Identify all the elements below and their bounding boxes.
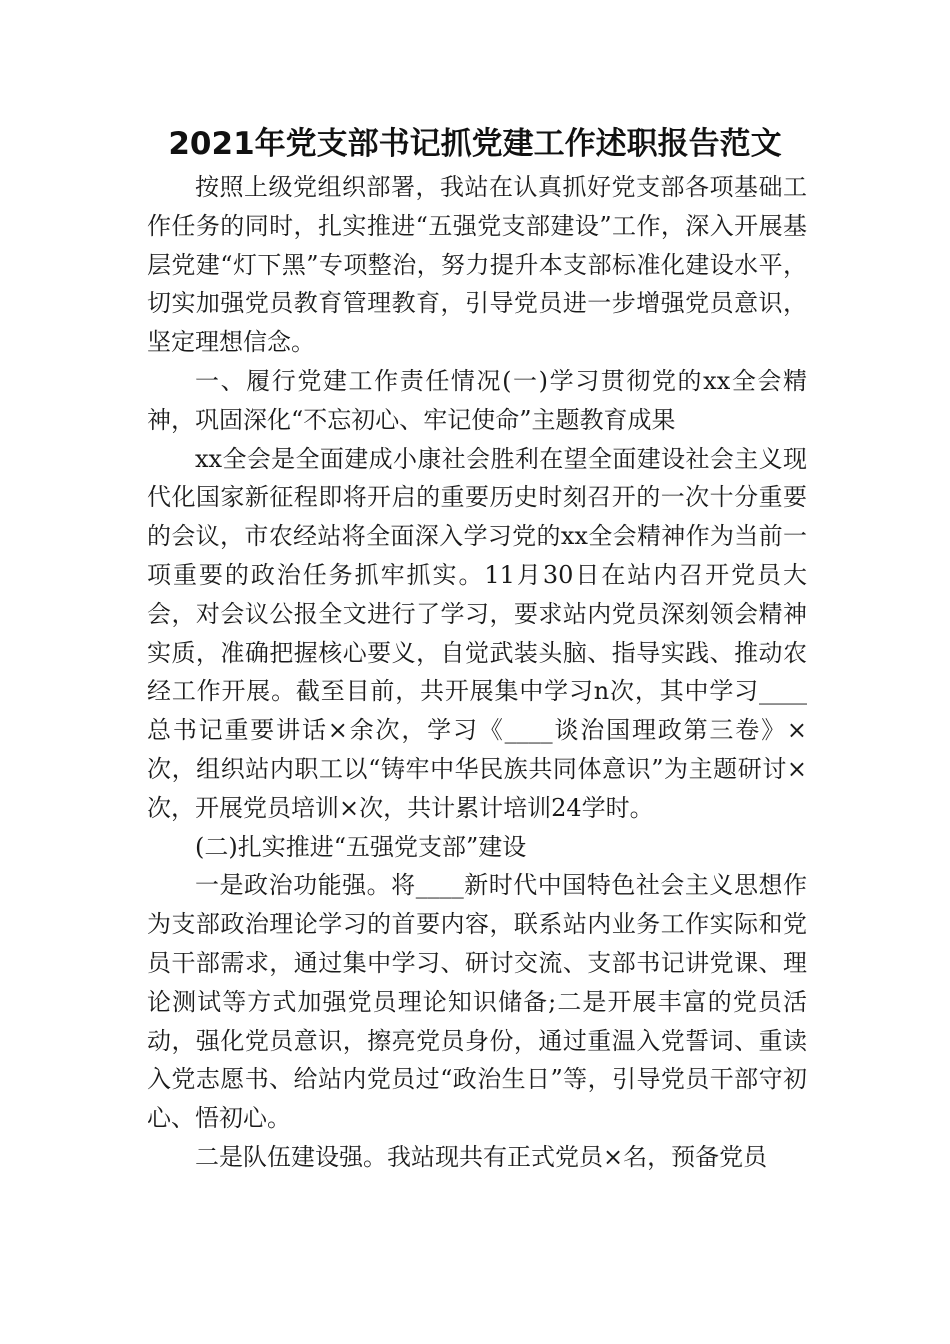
paragraph-subheading: (二)扎实推进“五强党支部”建设	[195, 832, 527, 861]
document-title: 2021年党支部书记抓党建工作述职报告范文	[168, 126, 782, 162]
paragraph-political-function: 一是政治功能强。将____新时代中国特色社会主义思想作为支部政治理论学习的首要内容，联系站内业务工作实际和党员干部需求，通过集中学习、研讨交流、支部书记讲党课、理论测试等方式加强党员理论知识储备;二是开展丰富的党员活动，强化党员意识，擦亮党员身份，通过重温入党誓词、重读入党志愿书、给站内党员过“政治生日”等，引导党员干部守初心、悟初心。	[147, 871, 807, 1133]
document-body	[147, 168, 807, 1177]
paragraph-plenary-study: xx全会是全面建成小康社会胜利在望全面建设社会主义现代化国家新征程即将开启的重要历史时刻召开的一次十分重要的会议，市农经站将全面深入学习党的xx全会精神作为当前一项重要的政治任务抓牢抓实。11月30日在站内召开党员大会，对会议公报全文进行了学习，要求站内党员深刻领会精神实质，准确把握核心要义，自觉武装头脑、指导实践、推动农经工作开展。截至目前，共开展集中学习n次，其中学习____总书记重要讲话×余次，学习《____谈治国理政第三卷》×次，组织站内职工以“铸牢中华民族共同体意识”为主题研讨×次，开展党员培训×次，共计累计培训24学时。	[147, 444, 807, 822]
paragraph-section-heading: 一、履行党建工作责任情况(一)学习贯彻党的xx全会精神，巩固深化“不忘初心、牢记使命”主题教育成果	[147, 366, 807, 434]
paragraph-intro: 按照上级党组织部署，我站在认真抓好党支部各项基础工作任务的同时，扎实推进“五强党支部建设”工作，深入开展基层党建“灯下黑”专项整治，努力提升本支部标准化建设水平，切实加强党员教育管理教育，引导党员进一步增强党员意识，坚定理想信念。	[147, 173, 807, 357]
paragraph-team-building: 二是队伍建设强。我站现共有正式党员×名，预备党员	[195, 1142, 768, 1171]
